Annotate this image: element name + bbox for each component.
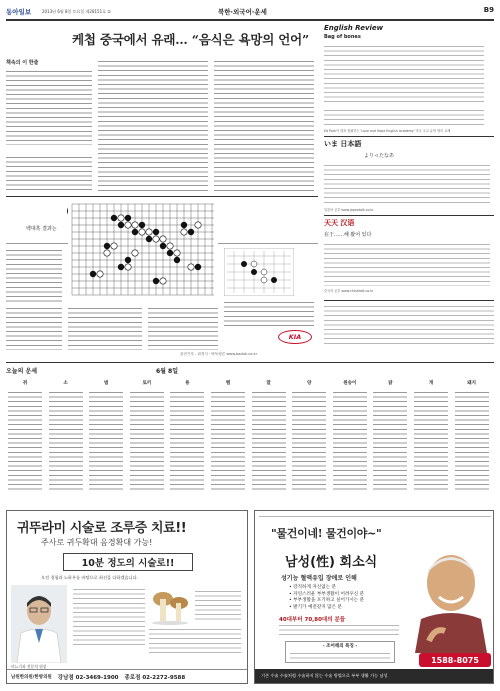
zodiac-text bbox=[252, 390, 286, 490]
doctor-caption: 비뇨기과 전문의 원장 bbox=[11, 664, 47, 669]
horoscope-header bbox=[6, 366, 494, 378]
clinic-name: 남원한의원/한방의원 bbox=[11, 674, 52, 680]
masthead-rule bbox=[6, 19, 494, 21]
zodiac-col bbox=[168, 380, 206, 500]
ad-right-headline: 남성(性) 회소식 bbox=[285, 555, 378, 570]
zodiac-label: 범 bbox=[104, 381, 109, 386]
chinese-box bbox=[324, 218, 494, 298]
english-rule bbox=[324, 136, 494, 137]
zodiac-label: 소 bbox=[63, 381, 68, 386]
ad-right-top-strip bbox=[259, 514, 491, 520]
chinese-footer: 중국어 공부 www.chinatalk.co.kr bbox=[324, 289, 374, 293]
ad-left-offer-box bbox=[63, 553, 193, 571]
zodiac-label: 말 bbox=[266, 381, 271, 386]
horoscope-top-rule bbox=[6, 362, 494, 363]
japanese-footer: 일본어 공부 www.japantalk.co.kr bbox=[324, 208, 374, 212]
go-subtitle: 백대흑 결과는 bbox=[26, 226, 57, 232]
go-commentary-col-5 bbox=[224, 300, 314, 328]
page-number: B9 bbox=[483, 6, 494, 14]
chinese-rule bbox=[324, 300, 494, 301]
go-diagram-small bbox=[224, 248, 294, 296]
ad-right-quote: "물건이네! 물건이야~" bbox=[271, 527, 382, 540]
zodiac-text bbox=[130, 390, 164, 490]
language-ad-strip bbox=[324, 304, 494, 344]
zodiac-label: 뱀 bbox=[225, 381, 231, 386]
zodiac-label: 돼지 bbox=[467, 381, 476, 386]
horoscope-date: 6월 8일 bbox=[156, 368, 179, 375]
japanese-text bbox=[324, 163, 490, 205]
japanese-subtitle: よりったなあ bbox=[364, 153, 395, 159]
ad-right-phone-badge bbox=[419, 653, 491, 667]
go-commentary-col-3 bbox=[68, 306, 142, 350]
horoscope-title: 오늘의 운세 bbox=[6, 368, 38, 375]
go-sponsor-text: KIA bbox=[288, 333, 302, 341]
go-footer: 관전기자 - 곽경식 · 바둑평론 www.baduk.co.kr bbox=[180, 352, 258, 356]
article-column-1 bbox=[6, 155, 92, 192]
article-column-3 bbox=[214, 59, 314, 193]
zodiac-col bbox=[453, 380, 491, 500]
japanese-box bbox=[324, 139, 494, 214]
chinese-subtitle: 在于……해 봤어 있다 bbox=[324, 232, 372, 238]
zodiac-label: 닭 bbox=[388, 381, 393, 386]
ad-left-body-text-2 bbox=[149, 627, 241, 653]
zodiac-text bbox=[170, 390, 204, 490]
zodiac-text bbox=[8, 390, 42, 490]
masthead bbox=[6, 6, 494, 20]
ad-left-headline: 귀뚜라미 시술로 조루증 치료!! bbox=[17, 521, 187, 536]
zodiac-label: 토끼 bbox=[142, 381, 152, 386]
zodiac-col bbox=[87, 380, 125, 500]
ad-left-body-text bbox=[73, 587, 145, 649]
zodiac-col bbox=[412, 380, 450, 500]
ad-left bbox=[6, 510, 248, 684]
ad-right bbox=[254, 510, 494, 684]
english-text bbox=[324, 44, 484, 104]
zodiac-col bbox=[209, 380, 247, 500]
go-commentary-col-2 bbox=[6, 306, 62, 350]
chinese-title: 天天 汉语 bbox=[324, 219, 355, 227]
zodiac-col bbox=[371, 380, 409, 500]
zodiac-text bbox=[373, 390, 407, 490]
ad-right-phone: 1588-8075 bbox=[431, 655, 479, 665]
book-excerpt-text bbox=[6, 69, 92, 145]
ad-right-point: • 부부생활을 포기하고 싶어가시는 분 bbox=[289, 598, 365, 603]
ad-right-point: • 자연스러운 부부생활이 어려우신 분 bbox=[289, 591, 365, 597]
ad-right-point: • 강직하게 자신없는 분 bbox=[289, 585, 337, 590]
book-excerpt-label: 책속의 이 한줄 bbox=[6, 60, 39, 66]
ad-right-feature-text bbox=[290, 651, 390, 661]
ad-right-feature-title: - 조어해의 특징 - bbox=[322, 644, 358, 649]
section-name: 북한·외국어·운세 bbox=[218, 8, 267, 16]
clinic-phone-2: 종로점 02-2272-9588 bbox=[124, 674, 186, 681]
zodiac-col bbox=[250, 380, 288, 500]
zodiac-text bbox=[292, 390, 326, 490]
horoscope-grid bbox=[6, 380, 494, 500]
newspaper-logo: 동아일보 bbox=[6, 8, 32, 16]
zodiac-label: 쥐 bbox=[22, 381, 28, 386]
zodiac-text bbox=[89, 390, 123, 490]
ad-left-tagline: 오전 경험과 노하우를 바탕으로 최선을 다하겠습니다. bbox=[41, 575, 138, 580]
zodiac-col bbox=[128, 380, 166, 500]
english-title: English Review bbox=[324, 24, 384, 32]
zodiac-text bbox=[333, 390, 367, 490]
ad-left-sub: 주사로 귀두확대 음경확대 가능! bbox=[41, 538, 153, 547]
zodiac-label: 원숭이 bbox=[343, 381, 357, 386]
doctor-portrait-icon bbox=[11, 585, 67, 663]
article-headline: 케첩 중국에서 유래… “음식은 욕망의 언어” bbox=[72, 32, 310, 47]
english-footer: Ed Park이 대표 집필하는 'Love and Hope English Academy' 미국 고교 유학 영어 교재 bbox=[324, 129, 451, 133]
zodiac-text bbox=[414, 390, 448, 490]
zodiac-col bbox=[290, 380, 328, 500]
go-commentary-col-4 bbox=[148, 306, 218, 350]
zodiac-label: 양 bbox=[307, 381, 312, 386]
article-bottom-rule bbox=[6, 196, 318, 197]
zodiac-label: 개 bbox=[428, 381, 434, 386]
ad-right-promo: 40대부터 70,80대의 분들 bbox=[279, 617, 346, 623]
ad-left-footer bbox=[7, 669, 247, 683]
ad-right-points bbox=[289, 585, 405, 611]
zodiac-text bbox=[49, 390, 83, 490]
english-notes bbox=[324, 108, 484, 126]
ad-right-feature-box bbox=[285, 641, 395, 663]
clinic-phone-1: 강남점 02-3469-1900 bbox=[57, 674, 119, 681]
ad-right-bottom-text: 기존 수술 수술처럼 수술하지 않는 수술 방법으로 부부 생활 가능 남성 bbox=[261, 673, 388, 678]
ad-right-sub: 성기능 혈액유입 장애로 인해 bbox=[281, 575, 357, 582]
ad-left-offer-text: 10분 정도의 시술로!! bbox=[81, 558, 175, 569]
ad-left-body-text-3 bbox=[195, 589, 241, 623]
zodiac-col bbox=[6, 380, 44, 500]
ad-right-bottom-bar bbox=[255, 669, 494, 683]
english-review-box bbox=[324, 24, 494, 134]
go-board bbox=[68, 200, 218, 300]
article-column-2 bbox=[98, 59, 208, 193]
english-subtitle: Bag of bones bbox=[324, 34, 361, 40]
go-sponsor-logo bbox=[278, 330, 312, 344]
ad-right-promo-text bbox=[279, 623, 399, 637]
zodiac-label: 용 bbox=[185, 381, 190, 386]
japanese-title: いま 日本語 bbox=[324, 140, 362, 148]
mushroom-icon bbox=[149, 587, 191, 625]
zodiac-col bbox=[331, 380, 369, 500]
issue-date: 2013년 6월 8일 토요일 제28151호 ② bbox=[42, 9, 111, 14]
ad-right-point: • 발기가 예전같지 않은 분 bbox=[289, 604, 342, 610]
zodiac-col bbox=[47, 380, 85, 500]
zodiac-text bbox=[455, 390, 489, 490]
chinese-text bbox=[324, 242, 490, 286]
japanese-rule bbox=[324, 215, 494, 216]
go-commentary-col-1 bbox=[6, 248, 62, 302]
zodiac-text bbox=[211, 390, 245, 490]
doctor-photo bbox=[11, 585, 67, 663]
book-excerpt-box bbox=[6, 59, 92, 151]
smiling-man-photo bbox=[405, 541, 493, 653]
